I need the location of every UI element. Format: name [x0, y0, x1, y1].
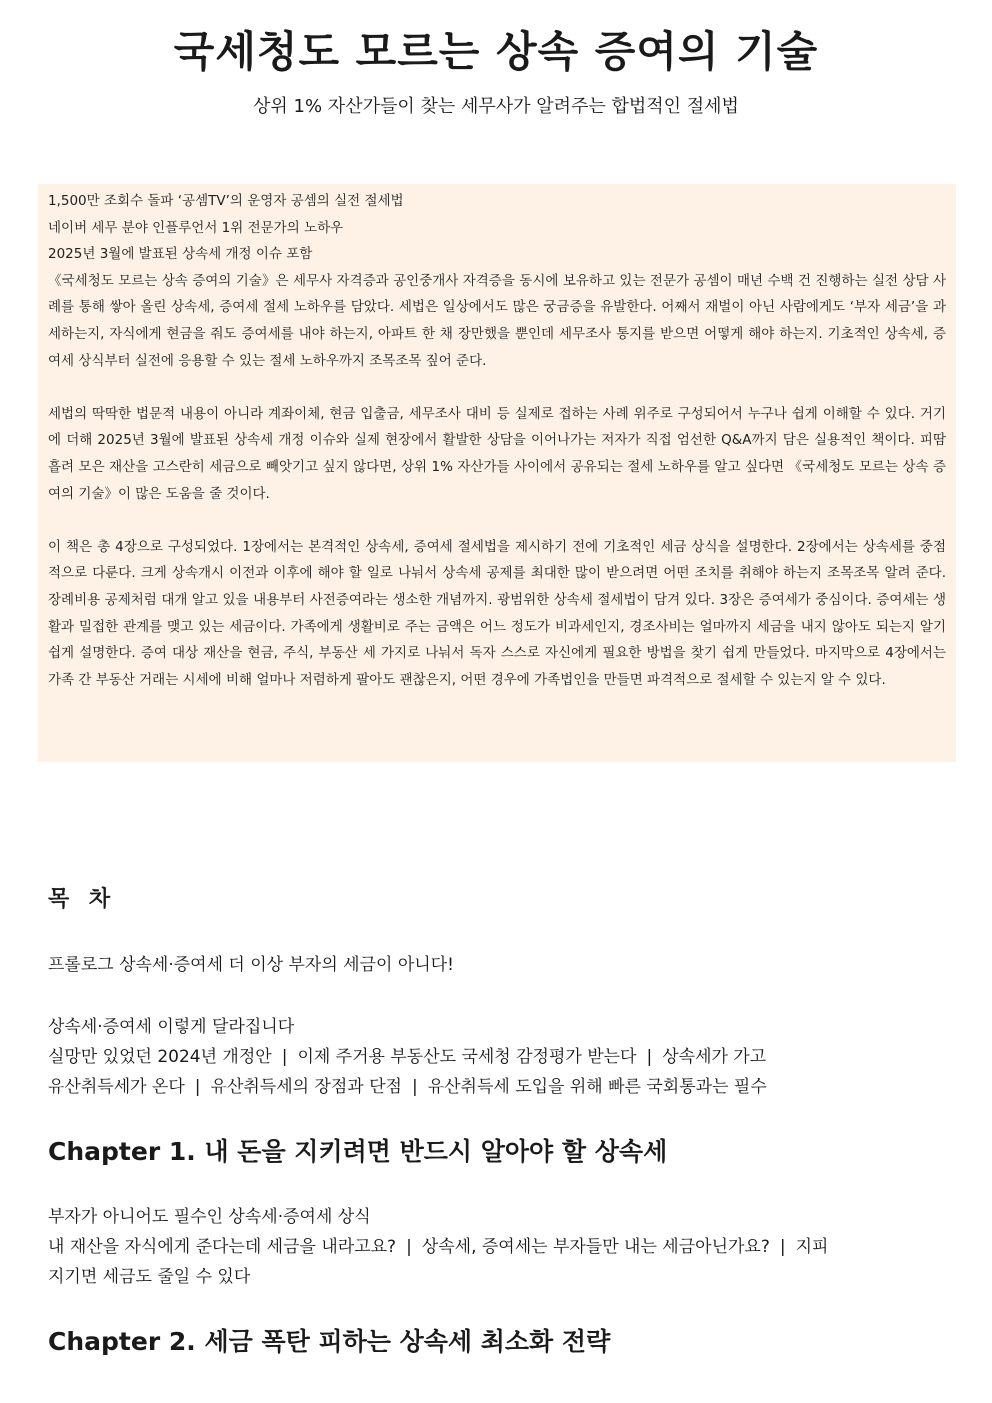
toc-separator: | [406, 1237, 412, 1257]
book-description [38, 184, 956, 762]
toc-separator: | [779, 1237, 786, 1257]
toc-item: 내 재산을 자식에게 준다는데 세금을 내라고요? [48, 1237, 397, 1257]
book-title: 국세청도 모르는 상속 증여의 기술 [173, 27, 819, 76]
toc-separator: | [411, 1077, 418, 1097]
description-paragraph: 이 책은 총 4장으로 구성되었다. 1장에서는 본격적인 상속세, 증여세 절세법을 제시하기 전에 기초적인 세금 상식을 설명한다. 2장에서는 상속세를 중점적으로 다룬다. 크게 상속개시 이전과 이후에 해야 할 일로 나눠서 상속세 공제를 최대한 많이 받으려면 어떤 조치를 취해야 하는지 조목조목 알려 준다. 장례비용 공제처럼 대개 알고 있을 내용부터 사전증여라는 생소한 개념까지. 광범위한 상속세 절세법이 담겨 있다. 3장은 증여세가 중심이다. 증여세는 생활과 밀접한 관계를 맺고 있는 세금이다. 가족에게 생활비로 주는 금액은 어느 정도가 비과세인지, 경조사비는 얼마까지 세금을 내지 않아도 되는지 알기 쉽게 설명한다. 증여 대상 재산을 현금, 주식, 부동산 세 가지로 나눠서 독자 스스로 자신에게 필요한 방법을 찾기 쉽게 만들었다. 마지막으로 4장에서는 가족 간 부동산 거래는 시세에 비해 얼마나 저렴하게 팔아도 괜찮은지, 어떤 경우에 가족법인을 만들면 파격적으로 절세할 수 있는지 알 수 있다. [48, 538, 946, 688]
toc-item: 유산취득세의 장점과 단점 [210, 1077, 402, 1097]
highlight-line: 네이버 세무 분야 인플루언서 1위 전문가의 노하우 [48, 219, 344, 236]
description-paragraph: 《국세청도 모르는 상속 증여의 기술》은 세무사 자격증과 공인중개사 자격증을 동시에 보유하고 있는 전문가 공셈이 매년 수백 건 진행하는 실전 상담 사례를 통해 쌓아 올린 상속세, 증여세 절세 노하우를 담았다. 세법은 일상에서도 많은 궁금증을 유발한다. 어째서 재벌이 아닌 사람에게도 ‘부자 세금’을 과세하는지, 자식에게 현금을 줘도 증여세를 내야 하는지, 아파트 한 채 장만했을 뿐인데 세무조사 통지를 받으면 어떻게 해야 하는지. 기초적인 상속세, 증여세 상식부터 실전에 응용할 수 있는 절세 노하우까지 조목조목 짚어 준다. [48, 272, 946, 369]
toc-item: 이제 주거용 부동산도 국세청 감정평가 받는다 [297, 1047, 637, 1067]
toc-chapter-1: Chapter 1. 내 돈을 지키려면 반드시 알아야 할 상속세 [48, 1137, 668, 1166]
toc-section-items [48, 1072, 948, 1102]
toc-item: 상속세, 증여세는 부자들만 내는 세금아닌가요? [421, 1237, 770, 1257]
highlight-line: 1,500만 조회수 돌파 ‘공셈TV’의 운영자 공셈의 실전 절세법 [48, 193, 404, 209]
toc-item: 실망만 있었던 2024년 개정안 [48, 1047, 272, 1067]
toc-section-items [48, 1042, 948, 1072]
description-paragraph: 세법의 딱딱한 법문적 내용이 아니라 계좌이체, 현금 입출금, 세무조사 대비 등 실제로 접하는 사례 위주로 구성되어서 누구나 쉽게 이해할 수 있다. 거기에 더해 2025년 3월에 발표된 상속세 개정 이슈와 실제 현장에서 활발한 상담을 이어나가는 저자가 직접 엄선한 Q&A까지 담은 실용적인 책이다. 피땀 흘려 모은 재산을 고스란히 세금으로 빼앗기고 싶지 않다면, 상위 1% 자산가들 사이에서 공유되는 절세 노하우를 알고 싶다면 《국세청도 모르는 상속 증여의 기술》이 많은 도움을 줄 것이다. [48, 405, 946, 502]
toc-item: 지기면 세금도 줄일 수 있다 [48, 1267, 251, 1287]
toc-item: 상속세가 가고 [662, 1047, 767, 1067]
table-of-contents [48, 880, 948, 1362]
highlight-line: 2025년 3월에 발표된 상속세 개정 이슈 포함 [48, 246, 313, 263]
toc-separator: | [281, 1047, 288, 1067]
toc-heading: 목 차 [48, 887, 117, 912]
toc-section-items [48, 1232, 948, 1262]
toc-section-title: 부자가 아니어도 필수인 상속세·증여세 상식 [48, 1207, 371, 1227]
toc-section-title: 상속세·증여세 이렇게 달라집니다 [48, 1017, 295, 1037]
toc-prologue: 프롤로그 상속세·증여세 더 이상 부자의 세금이 아니다! [48, 955, 454, 975]
toc-item: 유산취득세가 온다 [48, 1077, 185, 1097]
toc-chapter-2: Chapter 2. 세금 폭탄 피하는 상속세 최소화 전략 [48, 1327, 611, 1356]
toc-separator: | [646, 1047, 653, 1067]
toc-item: 지피 [795, 1237, 829, 1257]
book-subtitle: 상위 1% 자산가들이 찾는 세무사가 알려주는 합법적인 절세법 [253, 96, 739, 117]
toc-separator: | [194, 1077, 201, 1097]
toc-item: 유산취득세 도입을 위해 빠른 국회통과는 필수 [427, 1077, 767, 1097]
